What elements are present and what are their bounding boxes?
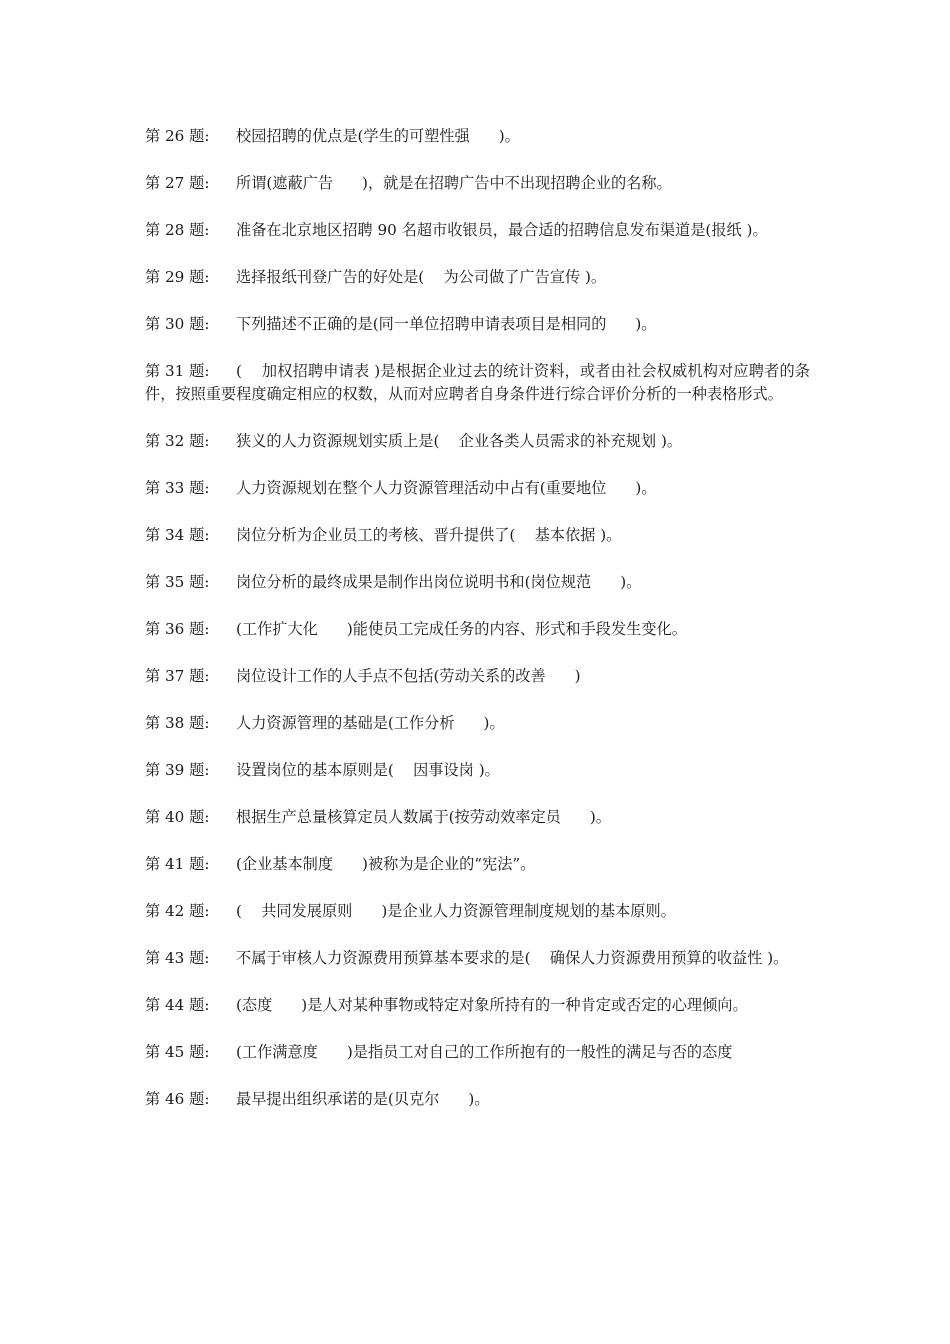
question-text: (工作满意度 )是指员工对自己的工作所抱有的一般性的满足与否的态度 <box>236 1043 733 1061</box>
question-number: 第 27 题: <box>145 174 210 192</box>
question-text: ( 共同发展原则 )是企业人力资源管理制度规划的基本原则。 <box>236 902 676 920</box>
question-text: 根据生产总量核算定员人数属于(按劳动效率定员 )。 <box>236 808 611 826</box>
question-number: 第 32 题: <box>145 432 210 450</box>
question-number: 第 45 题: <box>145 1043 210 1061</box>
question-number: 第 26 题: <box>145 127 210 145</box>
question-number: 第 41 题: <box>145 855 210 873</box>
question-item <box>145 477 810 500</box>
question-number: 第 40 题: <box>145 808 210 826</box>
question-number: 第 35 题: <box>145 573 210 591</box>
question-number: 第 36 题: <box>145 620 210 638</box>
question-number: 第 38 题: <box>145 714 210 732</box>
question-text: (态度 )是人对某种事物或特定对象所持有的一种肯定或否定的心理倾向。 <box>236 996 748 1014</box>
question-number: 第 39 题: <box>145 761 210 779</box>
question-number: 第 33 题: <box>145 479 210 497</box>
question-text: ( 加权招聘申请表 )是根据企业过去的统计资料，或者由社会权威机构对应聘者的条件，按照重要程度确定相应的权数，从而对应聘者自身条件进行综合评价分析的一种表格形式。 <box>145 362 810 403</box>
question-text: 设置岗位的基本原则是( 因事设岗 )。 <box>236 761 500 779</box>
question-item <box>145 618 810 641</box>
question-item <box>145 430 810 453</box>
question-number: 第 28 题: <box>145 221 210 239</box>
question-item <box>145 1088 810 1111</box>
question-item <box>145 947 810 970</box>
question-text: 岗位分析为企业员工的考核、晋升提供了( 基本依据 )。 <box>236 526 622 544</box>
question-text: 校园招聘的优点是(学生的可塑性强 )。 <box>236 127 520 145</box>
question-text: 狭义的人力资源规划实质上是( 企业各类人员需求的补充规划 )。 <box>236 432 683 450</box>
question-number: 第 42 题: <box>145 902 210 920</box>
question-text: 不属于审核人力资源费用预算基本要求的是( 确保人力资源费用预算的收益性 )。 <box>236 949 789 967</box>
question-text: 人力资源管理的基础是(工作分析 )。 <box>236 714 505 732</box>
question-item <box>145 360 810 406</box>
question-item <box>145 900 810 923</box>
question-item <box>145 125 810 148</box>
question-item <box>145 172 810 195</box>
question-item <box>145 313 810 336</box>
question-number: 第 29 题: <box>145 268 210 286</box>
question-item <box>145 1041 810 1064</box>
question-item <box>145 853 810 876</box>
question-number: 第 31 题: <box>145 362 210 380</box>
question-text: 人力资源规划在整个人力资源管理活动中占有(重要地位 )。 <box>236 479 657 497</box>
question-text: 岗位设计工作的人手点不包括(劳动关系的改善 ) <box>236 667 581 685</box>
question-item <box>145 712 810 735</box>
question-text: 准备在北京地区招聘 90 名超市收银员，最合适的招聘信息发布渠道是(报纸 )。 <box>236 221 768 239</box>
question-number: 第 43 题: <box>145 949 210 967</box>
question-text: 所谓(遮蔽广告 )，就是在招聘广告中不出现招聘企业的名称。 <box>236 174 672 192</box>
question-item <box>145 219 810 242</box>
question-item <box>145 806 810 829</box>
question-number: 第 44 题: <box>145 996 210 1014</box>
question-text: 选择报纸刊登广告的好处是( 为公司做了广告宣传 )。 <box>236 268 607 286</box>
question-number: 第 34 题: <box>145 526 210 544</box>
question-number: 第 46 题: <box>145 1090 210 1108</box>
question-item <box>145 759 810 782</box>
question-text: (企业基本制度 )被称为是企业的“宪法”。 <box>236 855 536 873</box>
question-item <box>145 994 810 1017</box>
question-list <box>145 125 810 1135</box>
question-item <box>145 571 810 594</box>
question-text: 下列描述不正确的是(同一单位招聘申请表项目是相同的 )。 <box>236 315 657 333</box>
question-item <box>145 266 810 289</box>
question-text: (工作扩大化 )能使员工完成任务的内容、形式和手段发生变化。 <box>236 620 687 638</box>
question-text: 岗位分析的最终成果是制作出岗位说明书和(岗位规范 )。 <box>236 573 642 591</box>
question-item <box>145 665 810 688</box>
question-item <box>145 524 810 547</box>
question-number: 第 30 题: <box>145 315 210 333</box>
question-text: 最早提出组织承诺的是(贝克尔 )。 <box>236 1090 490 1108</box>
question-number: 第 37 题: <box>145 667 210 685</box>
